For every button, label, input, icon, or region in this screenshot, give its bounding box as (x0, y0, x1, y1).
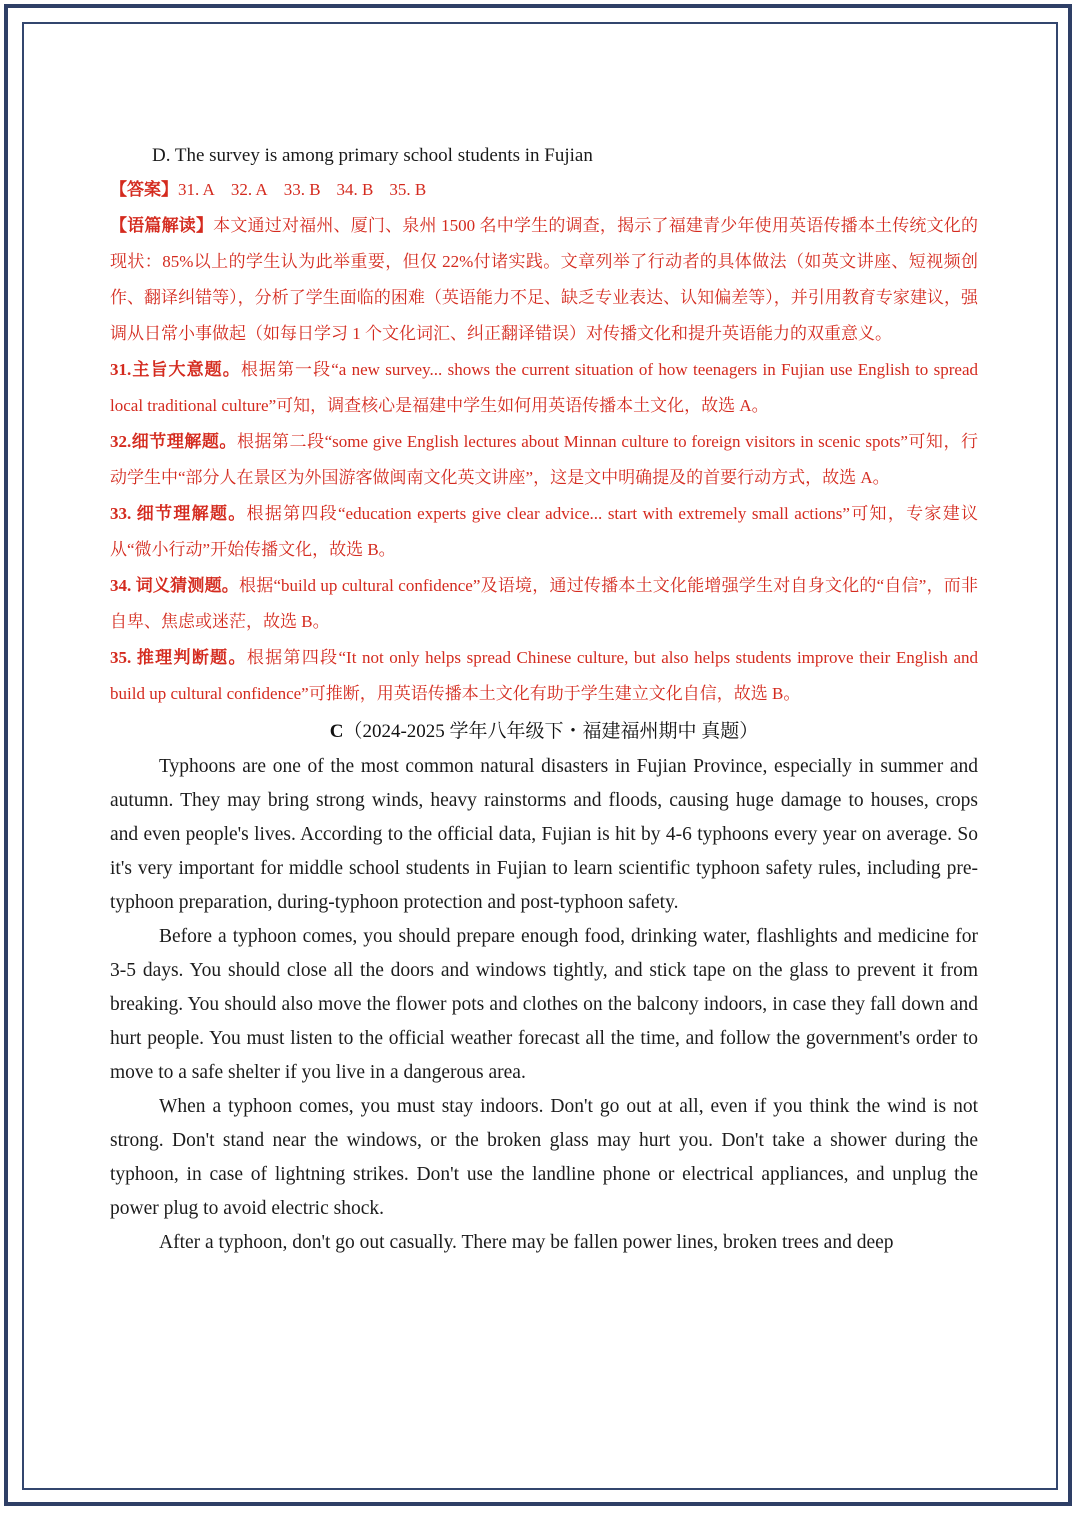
answer-key-label: 【答案】 (110, 180, 178, 199)
section-letter: C (329, 721, 344, 742)
passage-analysis (110, 208, 978, 352)
passage-paragraph-4: After a typhoon, don't go out casually. There may be fallen power lines, broken trees and deep (159, 1232, 894, 1253)
explanation-35 (110, 640, 978, 712)
passage-analysis-text: 本文通过对福州、厦门、泉州 1500 名中学生的调查，揭示了福建青少年使用英语传播本土传统文化的现状：85%以上的学生认为此举重要，但仅 22%付诸实践。文章列举了行动者的具体做法（如英文讲座、短视频创作、翻译纠错等），分析了学生面临的困难（英语能力不足、缺乏专业表达、认知偏差等），并引用教育专家建议，强调从日常小事做起（如每日学习 1 个文化词汇、纠正翻译错误）对传播文化和提升英语能力的双重意义。 (110, 216, 979, 343)
explanation-33-label: 33. 细节理解题。 (110, 504, 247, 523)
explanation-31-label: 31.主旨大意题。 (110, 360, 241, 379)
answer-33: 33. B (283, 180, 321, 199)
answer-key (110, 172, 978, 208)
answer-34: 34. B (336, 180, 374, 199)
section-heading (110, 714, 978, 750)
explanation-32-text: 根据第二段“some give English lectures about Minnan culture to foreign visitors in scenic spots”可知，行动学生中“部分人在景区为外国游客做闽南文化英文讲座”，这是文中明确提及的首要行动方式，故选 A。 (110, 432, 978, 487)
answer-32: 32. A (230, 180, 268, 199)
passage-paragraph-1: Typhoons are one of the most common natural disasters in Fujian Province, especially in summer and autumn. They may bring strong winds, heavy rainstorms and floods, causing huge damage to houses, crops and even people's lives. According to the official data, Fujian is hit by 4-6 typhoons every year on average. So it's very important for middle school students in Fujian to learn scientific typhoon safety rules, including pre-typhoon preparation, during-typhoon protection and post-typhoon safety. (110, 756, 978, 913)
explanation-31-text: 根据第一段“a new survey... shows the current situation of how teenagers in Fujian use English to spread local traditional culture”可知，调查核心是福建中学生如何用英语传播本土文化，故选 A。 (110, 360, 978, 415)
passage-paragraph-3: When a typhoon comes, you must stay indoors. Don't go out at all, even if you think the wind is not strong. Don't stand near the windows, or the broken glass may hurt you. Don't take a shower during the typhoon, in case of lightning strikes. Don't use the landline phone or electrical appliances, and unplug the power plug to avoid electric shock. (110, 1096, 978, 1219)
explanation-35-text: 根据第四段“It not only helps spread Chinese culture, but also helps students improve their English and build up cultural confidence”可推断，用英语传播本土文化有助于学生建立文化自信，故选 B。 (110, 648, 978, 703)
option-d: D. The survey is among primary school students in Fujian (152, 145, 593, 166)
explanation-33 (110, 496, 978, 568)
document-page (110, 140, 978, 1260)
section-source: （2024-2025 学年八年级下・福建福州期中 真题） (343, 721, 759, 742)
explanation-33-text: 根据第四段“education experts give clear advice... start with extremely small actions”可知，专家建议从“微小行动”开始传播文化，故选 B。 (110, 504, 979, 559)
explanation-34-text: 根据“build up cultural confidence”及语境，通过传播本土文化能增强学生对自身文化的“自信”，而非自卑、焦虑或迷茫，故选 B。 (110, 576, 978, 631)
passage-paragraph-2: Before a typhoon comes, you should prepare enough food, drinking water, flashlights and medicine for 3-5 days. You should close all the doors and windows tightly, and stick tape on the glass to prevent it from breaking. You should also move the flower pots and clothes on the balcony indoors, in case they fall down and hurt people. You must listen to the official weather forecast all the time, and follow the government's order to move to a safe shelter if you live in a dangerous area. (110, 926, 978, 1083)
explanation-31 (110, 352, 978, 424)
passage-analysis-label: 【语篇解读】 (110, 216, 214, 235)
answer-35: 35. B (389, 180, 427, 199)
explanation-32 (110, 424, 978, 496)
explanation-32-label: 32.细节理解题。 (110, 432, 237, 451)
explanation-35-label: 35. 推理判断题。 (110, 648, 247, 667)
explanation-34 (110, 568, 978, 640)
answer-31: 31. A (178, 180, 215, 199)
explanation-34-label: 34. 词义猜测题。 (110, 576, 240, 595)
